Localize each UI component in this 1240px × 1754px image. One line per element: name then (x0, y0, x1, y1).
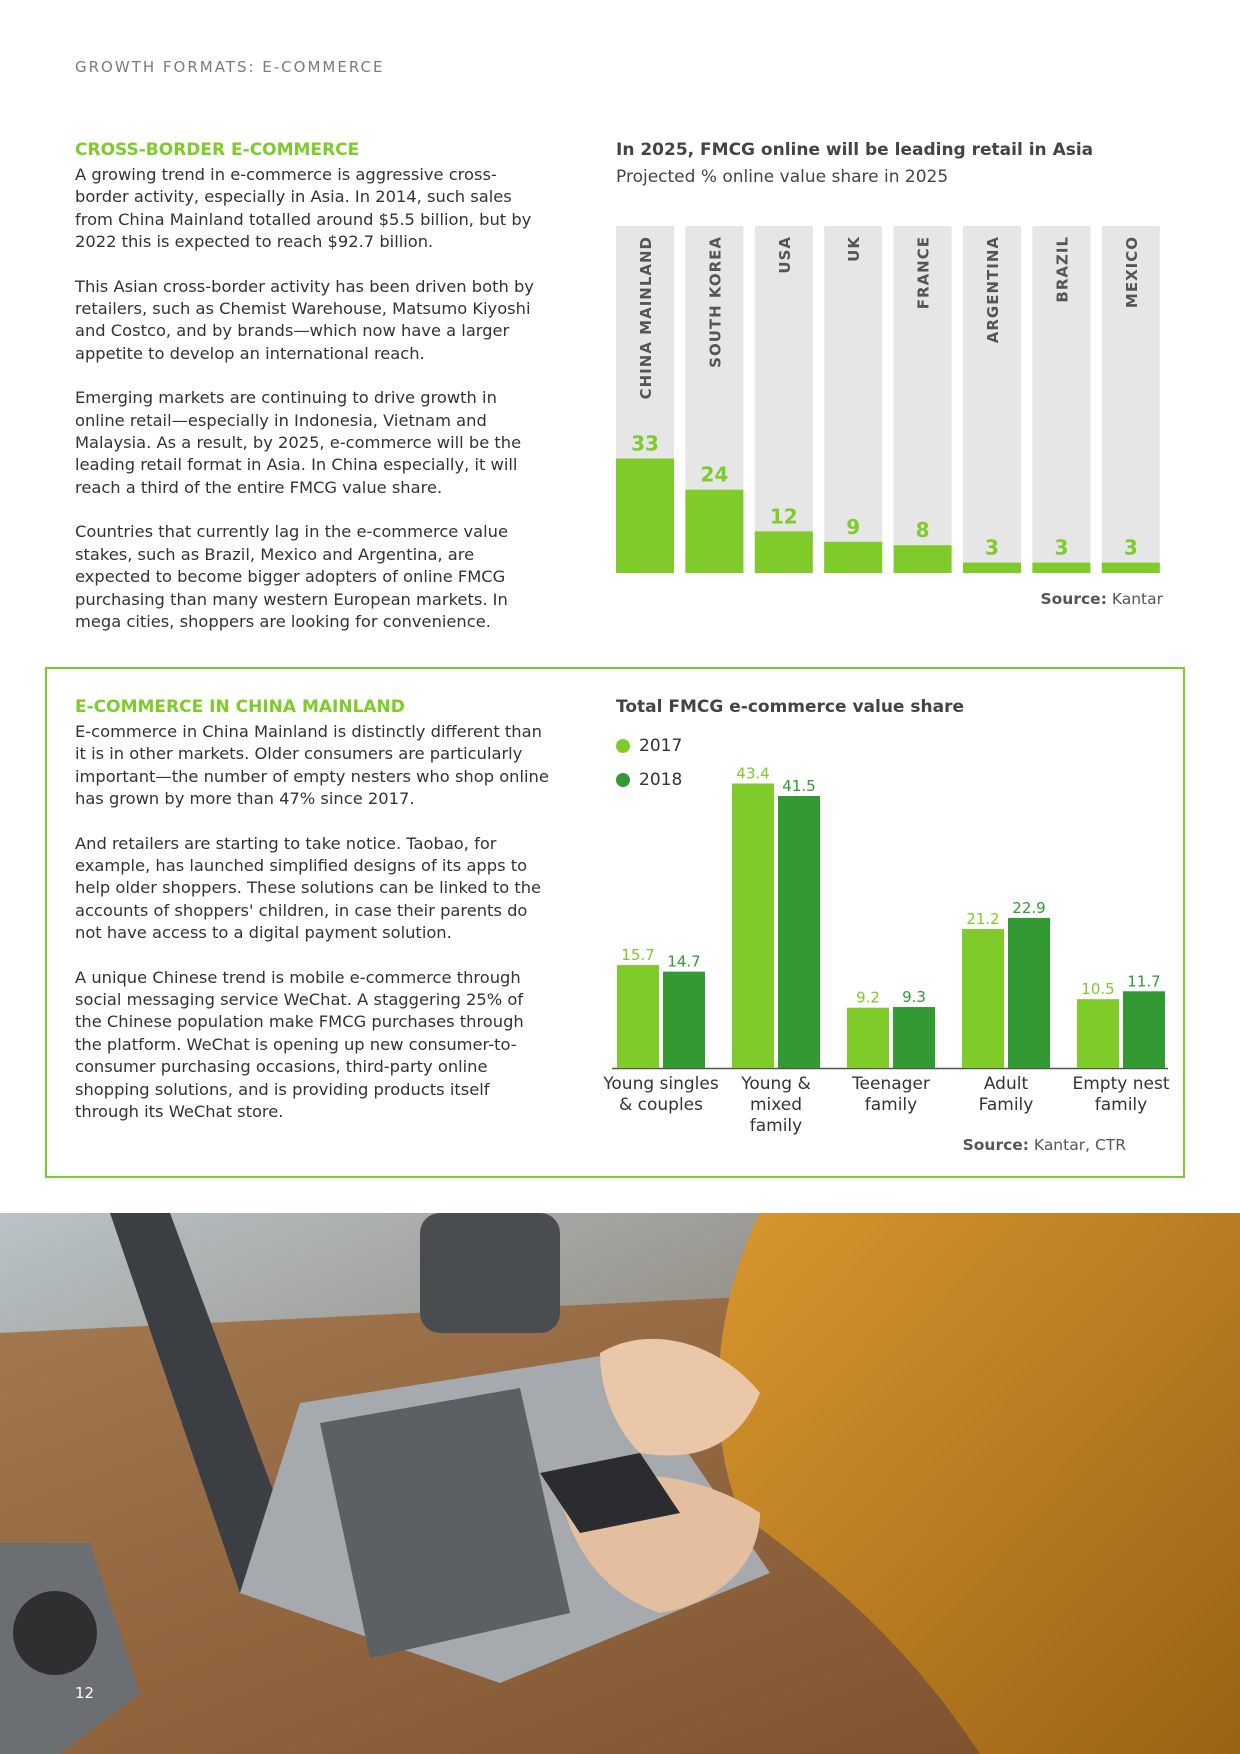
bar-value-label: 3 (985, 535, 999, 560)
bar-2018 (893, 1007, 935, 1068)
source-value: Kantar, CTR (1033, 1136, 1126, 1154)
category-line: family (864, 1095, 918, 1115)
ecommerce-share-chart (600, 760, 1180, 1070)
laptop-shopping-photo (0, 1213, 1240, 1754)
section-header: GROWTH FORMATS: E-COMMERCE (75, 58, 385, 76)
category-label: SOUTH KOREA (706, 236, 725, 368)
bar-2018 (778, 796, 820, 1068)
bar-value-label: 9.3 (902, 988, 926, 1007)
online-share-chart-title: In 2025, FMCG online will be leading retail in Asia (616, 140, 1094, 160)
camera-lens (13, 1591, 97, 1675)
cross-border-paragraph: Emerging markets are continuing to drive growth in online retail—especially in Indonesia, Vietnam and Malaysia. As a result, by 2025, e-commerce will be the leading retail format in Asia. In China especially, it will reach a third of the entire FMCG value share. (75, 388, 522, 497)
cross-border-section (75, 139, 535, 655)
bar-value-label: 3 (1123, 535, 1138, 560)
category-label: BRAZIL (1053, 236, 1072, 303)
online-share-chart-source (860, 590, 1163, 608)
page-number: 12 (75, 1684, 95, 1702)
bar (963, 563, 1021, 573)
category-label: FRANCE (914, 236, 933, 310)
bar-value-label: 21.2 (966, 910, 1000, 929)
china-mainland-title: E-COMMERCE IN CHINA MAINLAND (75, 697, 405, 717)
category-line: Adult (983, 1074, 1029, 1094)
bar-value-label: 43.4 (736, 764, 770, 783)
bar-2018 (663, 972, 705, 1068)
bar (824, 542, 882, 573)
category-label (946, 1074, 1066, 1116)
category-line: & couples (618, 1095, 703, 1115)
ecommerce-share-chart-source (860, 1136, 1126, 1154)
bar-2017 (847, 1008, 889, 1068)
category-label (1061, 1074, 1181, 1116)
legend-label: 2018 (639, 770, 683, 790)
category-label: CHINA MAINLAND (637, 236, 655, 400)
photo-illustration (0, 1213, 1240, 1754)
category-label: USA (775, 236, 794, 274)
category-label (831, 1074, 951, 1116)
bar (755, 531, 813, 573)
category-line: family (1094, 1095, 1148, 1115)
bar-value-label: 9.2 (856, 988, 880, 1007)
bar-value-label: 11.7 (1127, 972, 1161, 991)
bar-value-label: 22.9 (1012, 898, 1046, 917)
online-share-chart (600, 210, 1180, 580)
bar-2017 (732, 783, 774, 1068)
category-label: ARGENTINA (984, 236, 1002, 344)
legend-item-2017 (616, 734, 682, 758)
bar (685, 490, 743, 573)
bar-2018 (1008, 918, 1050, 1068)
ecommerce-share-chart-title: Total FMCG e-commerce value share (616, 697, 964, 717)
category-line: Empty nest (1072, 1074, 1170, 1094)
category-label (601, 1074, 721, 1116)
bar-value-label: 24 (700, 462, 729, 487)
cross-border-paragraph: This Asian cross-border activity has been driven both by retailers, such as Chemist Warehouse, Matsumo Kiyoshi and Costco, and by brands—which now have a larger appetite to develop an international reach. (75, 276, 534, 363)
china-mainland-paragraph: And retailers are starting to take notice. Taobao, for example, has launched simplified designs of its apps to help older shoppers. These solutions can be linked to the accounts of shoppers' children, in case their parents do not have access to a digital payment solution. (75, 833, 542, 943)
online-share-chart-subtitle: Projected % online value share in 2025 (616, 167, 949, 187)
source-label: Source: (1040, 590, 1107, 608)
bar-value-label: 41.5 (782, 776, 816, 795)
source-label: Source: (962, 1136, 1029, 1154)
china-mainland-paragraph: A unique Chinese trend is mobile e-commerce through social messaging service WeChat. A staggering 25% of the Chinese population make FMCG purchases through the platform. WeChat is opening up new consumer-to-consumer purchasing occasions, third-party online shopping solutions, and is providing products itself through its WeChat store. (75, 967, 524, 1122)
category-line: Teenager (852, 1074, 930, 1094)
bar-2017 (1077, 999, 1119, 1068)
bar-value-label: 15.7 (621, 946, 655, 965)
bar-value-label: 9 (846, 514, 861, 539)
bar-value-label: 3 (1054, 535, 1069, 560)
china-mainland-paragraph: E-commerce in China Mainland is distinctly different than it is in other markets. Older consumers are particularly important—the number of empty nesters who shop online has grown by more than 47% since 2017. (75, 722, 549, 809)
cross-border-paragraph: Countries that currently lag in the e-commerce value stakes, such as Brazil, Mexico and Argentina, are expected to become bigger adopters of online FMCG purchasing than many western European markets. In mega cities, shoppers are looking for convenience. (75, 522, 508, 631)
category-label: MEXICO (1122, 236, 1141, 309)
bar-value-label: 14.7 (667, 952, 701, 971)
bar-value-label: 10.5 (1081, 980, 1115, 999)
bar-2018 (1123, 991, 1165, 1068)
bar (1102, 563, 1160, 573)
bar-2017 (962, 929, 1004, 1068)
category-line: family (749, 1116, 803, 1136)
category-line: Young singles (603, 1074, 719, 1094)
source-value: Kantar (1111, 590, 1163, 608)
legend-label: 2017 (639, 736, 683, 756)
bar-value-label: 12 (769, 504, 798, 529)
bar (1032, 563, 1090, 573)
bar-value-label: 8 (915, 518, 930, 543)
cross-border-paragraph: A growing trend in e-commerce is aggressive cross-border activity, especially in Asia. In 2014, such sales from China Mainland totalled around $5.5 billion, but by 2022 this is expected to reach $92.7 billion. (75, 165, 532, 252)
category-label: UK (845, 236, 864, 262)
bar-2017 (617, 965, 659, 1068)
bar (616, 458, 674, 573)
category-line: Young & mixed (741, 1074, 811, 1115)
bar (894, 545, 952, 573)
legend-dot-icon (616, 739, 630, 753)
category-label (716, 1074, 836, 1137)
bar-value-label: 33 (631, 431, 659, 456)
category-line: Family (978, 1095, 1034, 1115)
china-mainland-section (75, 696, 553, 1146)
mug-shape (420, 1213, 560, 1333)
cross-border-title: CROSS-BORDER E-COMMERCE (75, 140, 360, 160)
